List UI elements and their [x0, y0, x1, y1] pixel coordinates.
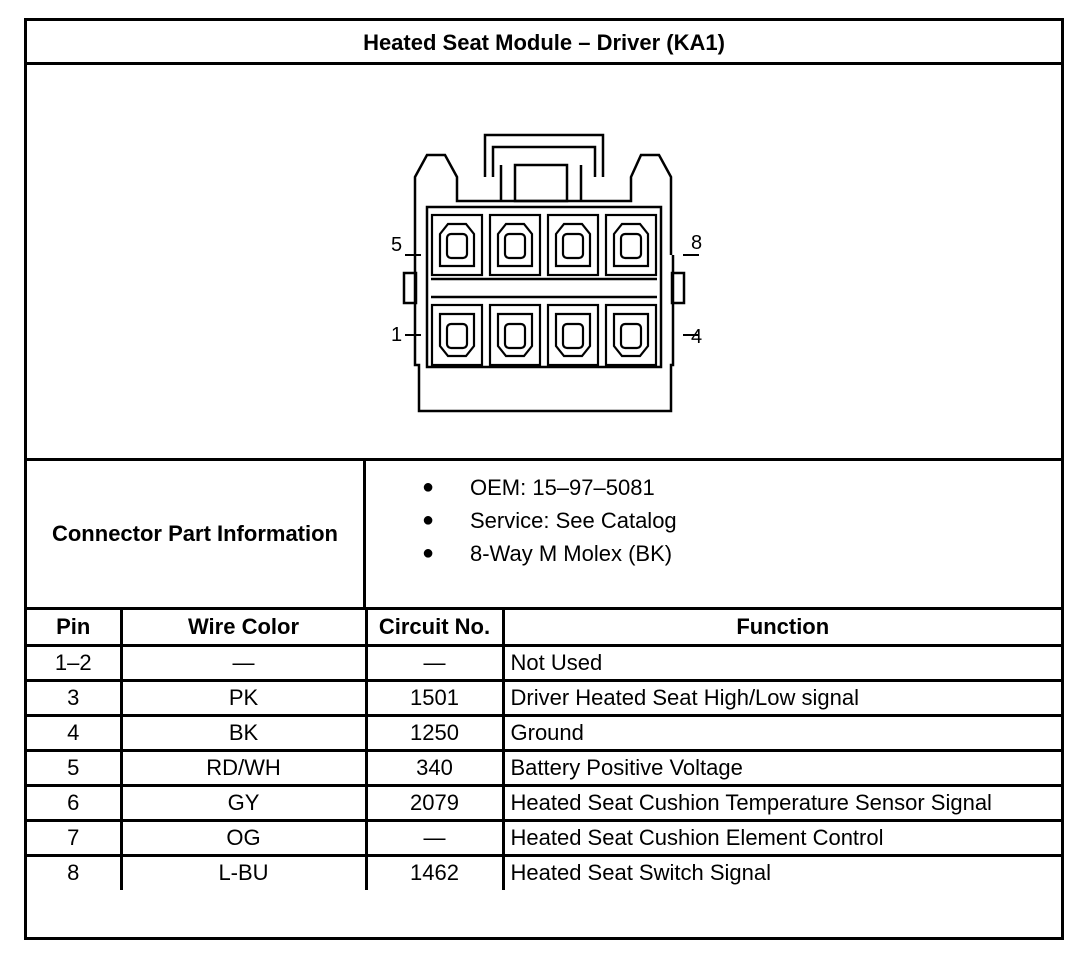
terminal-shape — [440, 314, 474, 356]
cell-pin: 8 — [27, 855, 121, 890]
cell-function: Heated Seat Switch Signal — [503, 855, 1061, 890]
header-circuit-no: Circuit No. — [366, 610, 503, 645]
terminal-shape — [498, 224, 532, 266]
pin-table-header — [27, 610, 1061, 645]
terminal-contact — [563, 324, 583, 348]
terminal-cavity — [548, 215, 598, 275]
latch-inner — [493, 147, 595, 177]
terminal-shape — [498, 314, 532, 356]
header-pin: Pin — [27, 610, 121, 645]
cell-circuit-no: — — [366, 645, 503, 680]
cell-circuit-no: 1501 — [366, 680, 503, 715]
cell-wire-color: — — [121, 645, 366, 680]
terminal-cavity — [548, 305, 598, 365]
terminal-contact — [505, 324, 525, 348]
info-item-text: OEM: 15–97–5081 — [470, 475, 655, 500]
connector-face-diagram — [27, 65, 1061, 458]
terminal-contact — [447, 324, 467, 348]
cell-circuit-no: 1462 — [366, 855, 503, 890]
cell-function: Heated Seat Cushion Temperature Sensor Signal — [503, 785, 1061, 820]
cell-function: Battery Positive Voltage — [503, 750, 1061, 785]
cell-function: Driver Heated Seat High/Low signal — [503, 680, 1061, 715]
housing-top — [415, 155, 671, 255]
cell-pin: 4 — [27, 715, 121, 750]
cell-wire-color: L-BU — [121, 855, 366, 890]
latch-tab — [515, 165, 567, 201]
table-row — [27, 855, 1061, 890]
cell-circuit-no: 2079 — [366, 785, 503, 820]
terminal-shape — [440, 224, 474, 266]
cell-wire-color: GY — [121, 785, 366, 820]
terminal-cavity — [490, 305, 540, 365]
connector-drawing — [27, 65, 1061, 461]
cell-function: Not Used — [503, 645, 1061, 680]
cell-wire-color: OG — [121, 820, 366, 855]
cavity-frame — [427, 207, 661, 367]
terminal-cavity — [490, 215, 540, 275]
pin-label-8: 8 — [691, 232, 703, 254]
header-wire-color: Wire Color — [121, 610, 366, 645]
terminal-cavity — [432, 215, 482, 275]
header-function: Function — [503, 610, 1061, 645]
cell-pin: 3 — [27, 680, 121, 715]
info-item — [366, 537, 677, 570]
terminal-cavity — [606, 215, 656, 275]
table-row — [27, 715, 1061, 750]
bullet-icon: ● — [422, 542, 435, 564]
latch-outline — [485, 135, 603, 177]
table-row — [27, 750, 1061, 785]
cell-pin: 6 — [27, 785, 121, 820]
connector-info-label: Connector Part Information — [27, 461, 366, 607]
cell-wire-color: BK — [121, 715, 366, 750]
info-item-text: Service: See Catalog — [470, 508, 677, 533]
pin-label-5: 5 — [391, 234, 403, 256]
info-item — [366, 504, 677, 537]
table-row — [27, 785, 1061, 820]
cell-pin: 7 — [27, 820, 121, 855]
connector-info-list — [366, 471, 677, 570]
cell-pin: 1–2 — [27, 645, 121, 680]
cell-wire-color: RD/WH — [121, 750, 366, 785]
cell-circuit-no: 340 — [366, 750, 503, 785]
table-row — [27, 680, 1061, 715]
info-item — [366, 471, 677, 504]
cell-wire-color: PK — [121, 680, 366, 715]
bullet-icon: ● — [422, 476, 435, 498]
terminal-cavity — [432, 305, 482, 365]
page-title: Heated Seat Module – Driver (KA1) — [27, 21, 1061, 65]
connector-sheet — [24, 18, 1064, 940]
cell-function: Heated Seat Cushion Element Control — [503, 820, 1061, 855]
bullet-icon: ● — [422, 509, 435, 531]
pin-label-4: 4 — [691, 326, 703, 348]
terminal-shape — [614, 314, 648, 356]
terminal-contact — [621, 324, 641, 348]
table-row — [27, 645, 1061, 680]
terminal-shape — [614, 224, 648, 266]
terminal-shape — [556, 224, 590, 266]
info-item-text: 8-Way M Molex (BK) — [470, 541, 673, 566]
terminal-cavity — [606, 305, 656, 365]
terminal-contact — [563, 234, 583, 258]
pin-table — [27, 610, 1061, 890]
terminal-contact — [505, 234, 525, 258]
terminal-shape — [556, 314, 590, 356]
cell-circuit-no: 1250 — [366, 715, 503, 750]
pin-label-1: 1 — [391, 324, 403, 346]
terminal-contact — [621, 234, 641, 258]
cell-function: Ground — [503, 715, 1061, 750]
cell-circuit-no: — — [366, 820, 503, 855]
connector-part-information — [27, 461, 1061, 610]
terminal-contact — [447, 234, 467, 258]
table-row — [27, 820, 1061, 855]
cell-pin: 5 — [27, 750, 121, 785]
